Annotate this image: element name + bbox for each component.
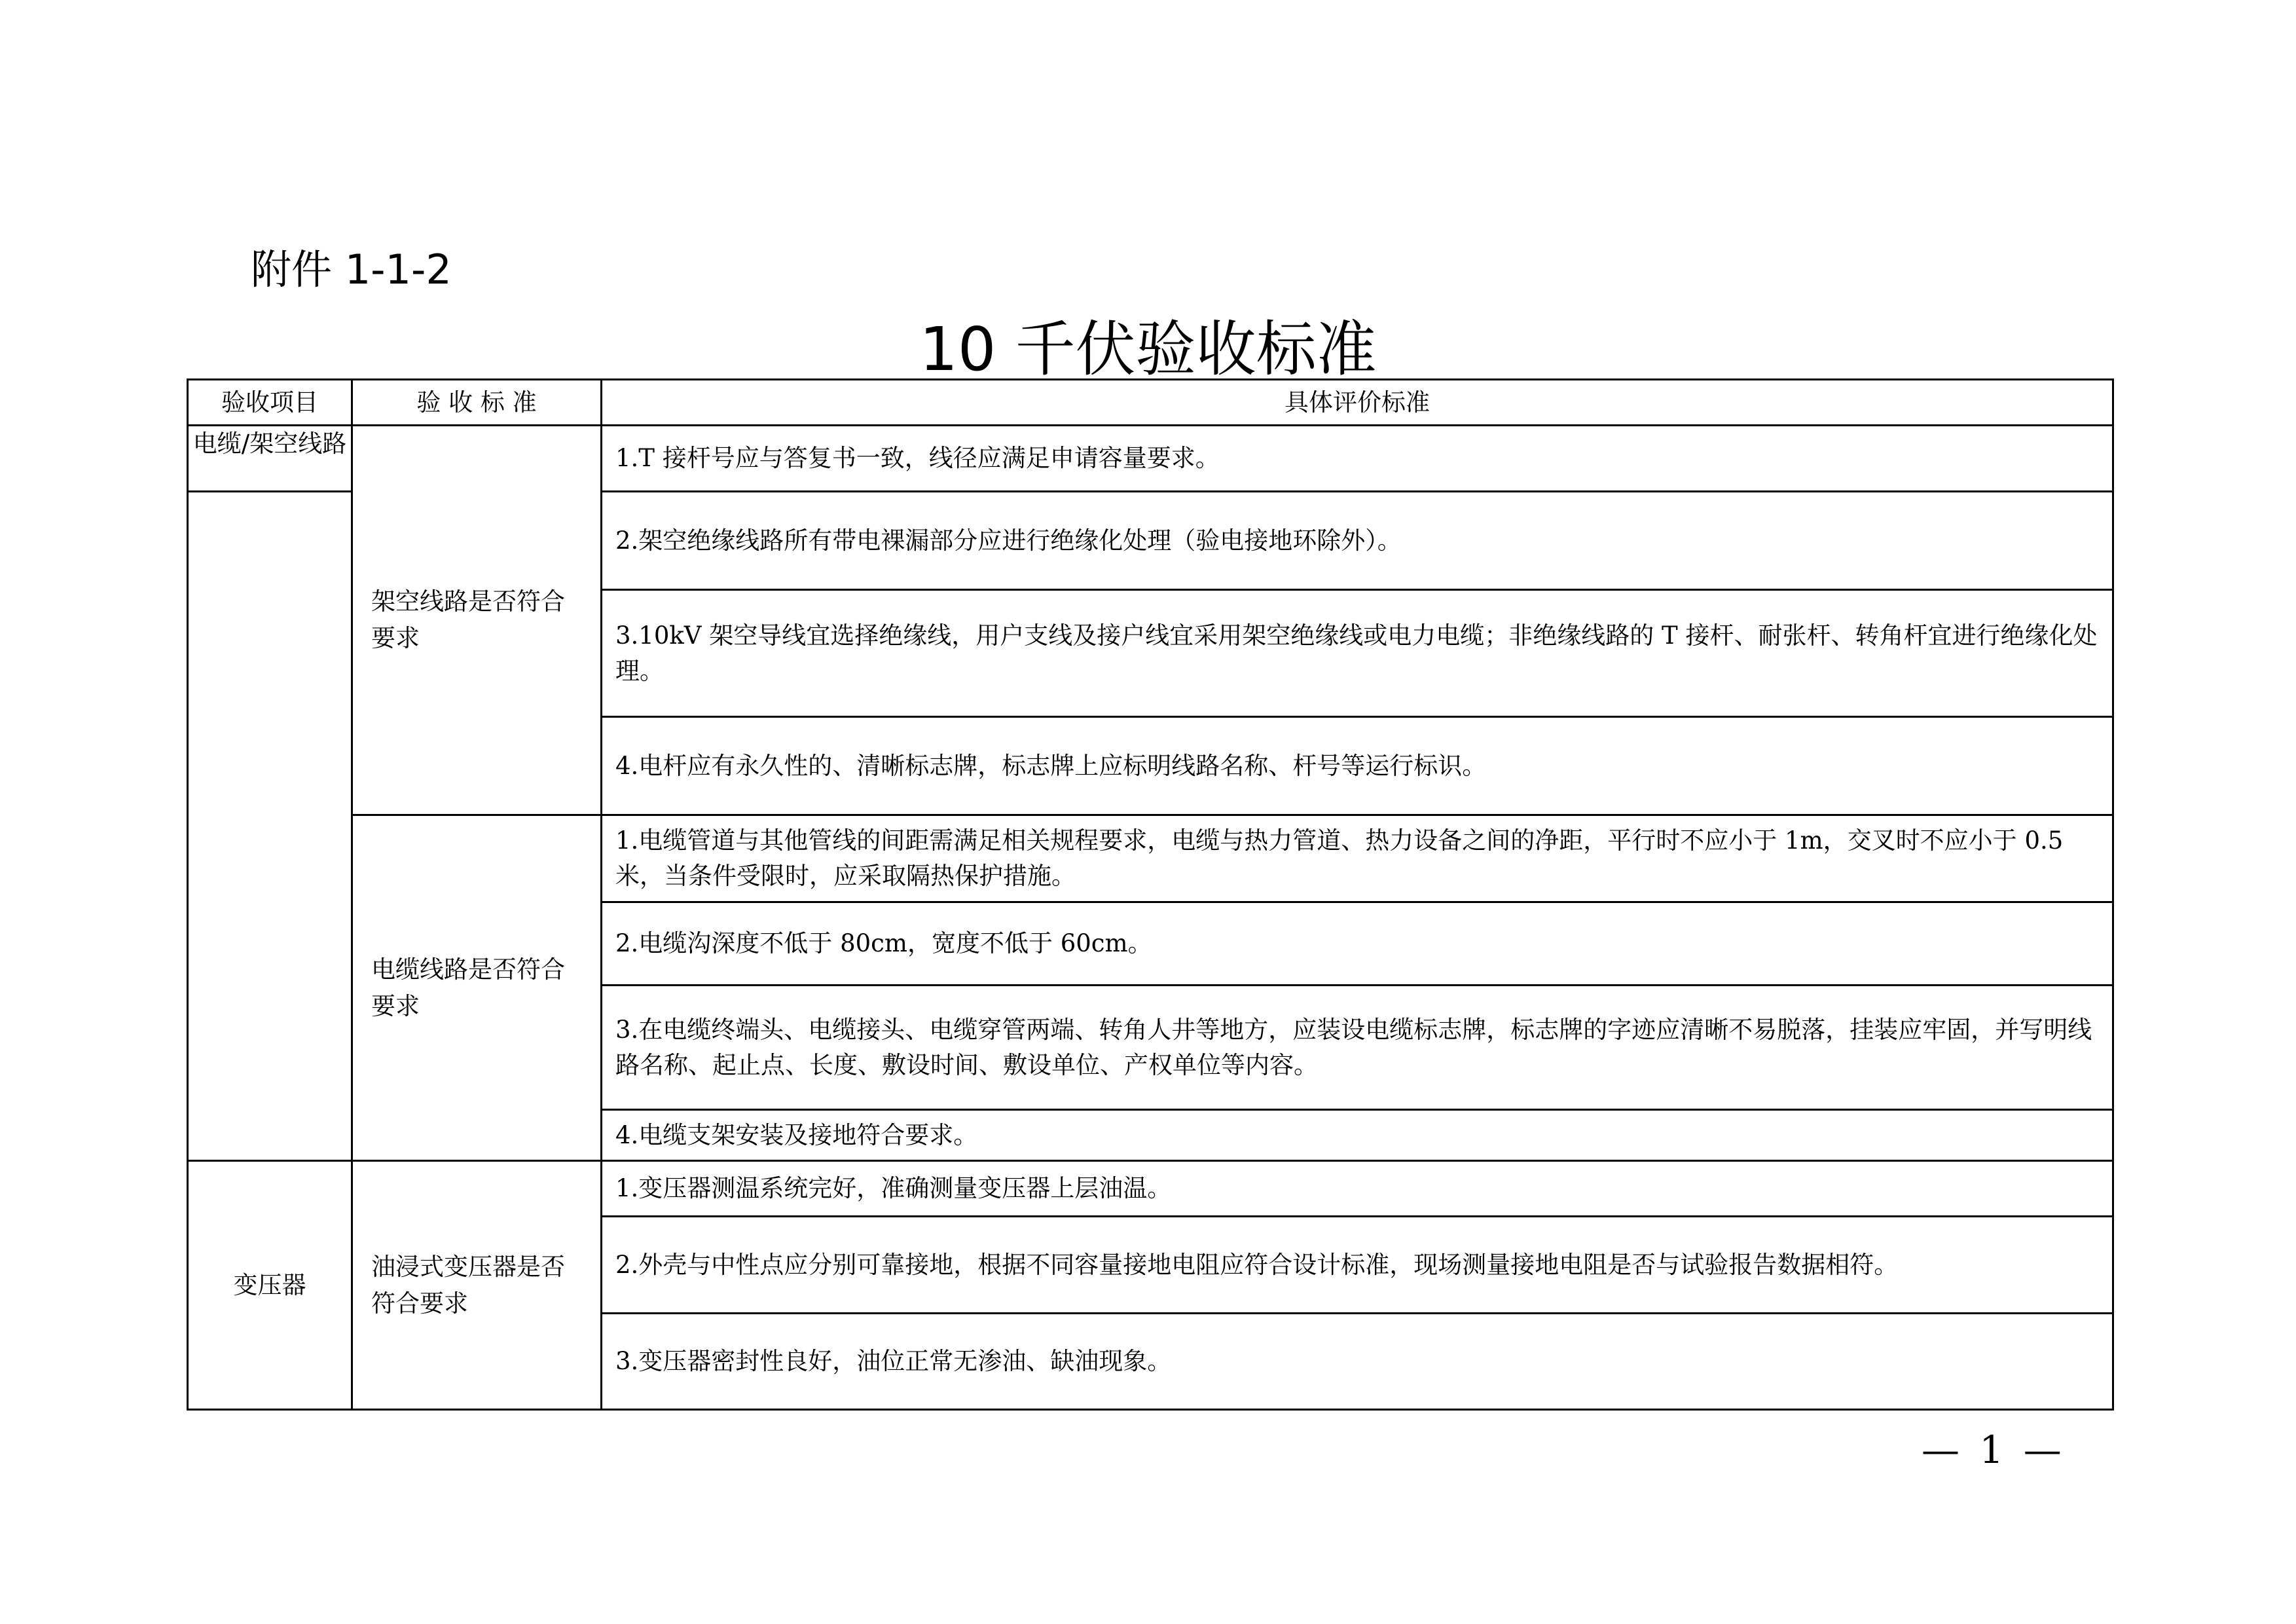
- page-title: 10 千伏验收标准: [919, 314, 1377, 384]
- detail-cell: 2.电缆沟深度不低于 80cm，宽度不低于 60cm。: [602, 902, 2113, 986]
- detail-cell: 3.变压器密封性良好，油位正常无渗油、缺油现象。: [602, 1314, 2113, 1410]
- table-header-row: [188, 380, 2113, 426]
- table-row: [188, 1161, 2113, 1217]
- page-number: — 1 —: [1922, 1428, 2066, 1472]
- attachment-label: 附件 1-1-2: [251, 246, 452, 293]
- detail-cell: 2.架空绝缘线路所有带电裸漏部分应进行绝缘化处理（验电接地环除外）。: [602, 492, 2113, 590]
- criterion-cable-line: 电缆线路是否符合要求: [352, 815, 602, 1161]
- acceptance-standard-table: [187, 378, 2114, 1411]
- table-row: [188, 426, 2113, 492]
- header-item: 验收项目: [188, 380, 352, 426]
- table-row: [188, 815, 2113, 902]
- section-item-transformer: 变压器: [188, 1161, 352, 1410]
- detail-cell: 3.在电缆终端头、电缆接头、电缆穿管两端、转角人井等地方，应装设电缆标志牌，标志牌的字迹应清晰不易脱落，挂装应牢固，并写明线路名称、起止点、长度、敷设时间、敷设单位、产权单位等内容。: [602, 986, 2113, 1110]
- detail-cell: 4.电杆应有永久性的、清晰标志牌，标志牌上应标明线路名称、杆号等运行标识。: [602, 717, 2113, 815]
- detail-cell: 1.T 接杆号应与答复书一致，线径应满足申请容量要求。: [602, 426, 2113, 492]
- section-item-spacer: [188, 492, 352, 1161]
- detail-cell: 1.电缆管道与其他管线的间距需满足相关规程要求，电缆与热力管道、热力设备之间的净距，平行时不应小于 1m，交叉时不应小于 0.5 米，当条件受限时，应采取隔热保护措施。: [602, 815, 2113, 902]
- section-item-cable-overhead: 电缆/架空线路: [188, 426, 352, 492]
- detail-cell: 2.外壳与中性点应分别可靠接地，根据不同容量接地电阻应符合设计标准，现场测量接地电阻是否与试验报告数据相符。: [602, 1217, 2113, 1314]
- detail-cell: 4.电缆支架安装及接地符合要求。: [602, 1110, 2113, 1161]
- detail-cell: 3.10kV 架空导线宜选择绝缘线，用户支线及接户线宜采用架空绝缘线或电力电缆；非绝缘线路的 T 接杆、耐张杆、转角杆宜进行绝缘化处理。: [602, 590, 2113, 717]
- criterion-oil-transformer: 油浸式变压器是否符合要求: [352, 1161, 602, 1410]
- header-criterion: 验 收 标 准: [352, 380, 602, 426]
- header-detail: 具体评价标准: [602, 380, 2113, 426]
- detail-cell: 1.变压器测温系统完好，准确测量变压器上层油温。: [602, 1161, 2113, 1217]
- criterion-overhead-line: 架空线路是否符合要求: [352, 426, 602, 815]
